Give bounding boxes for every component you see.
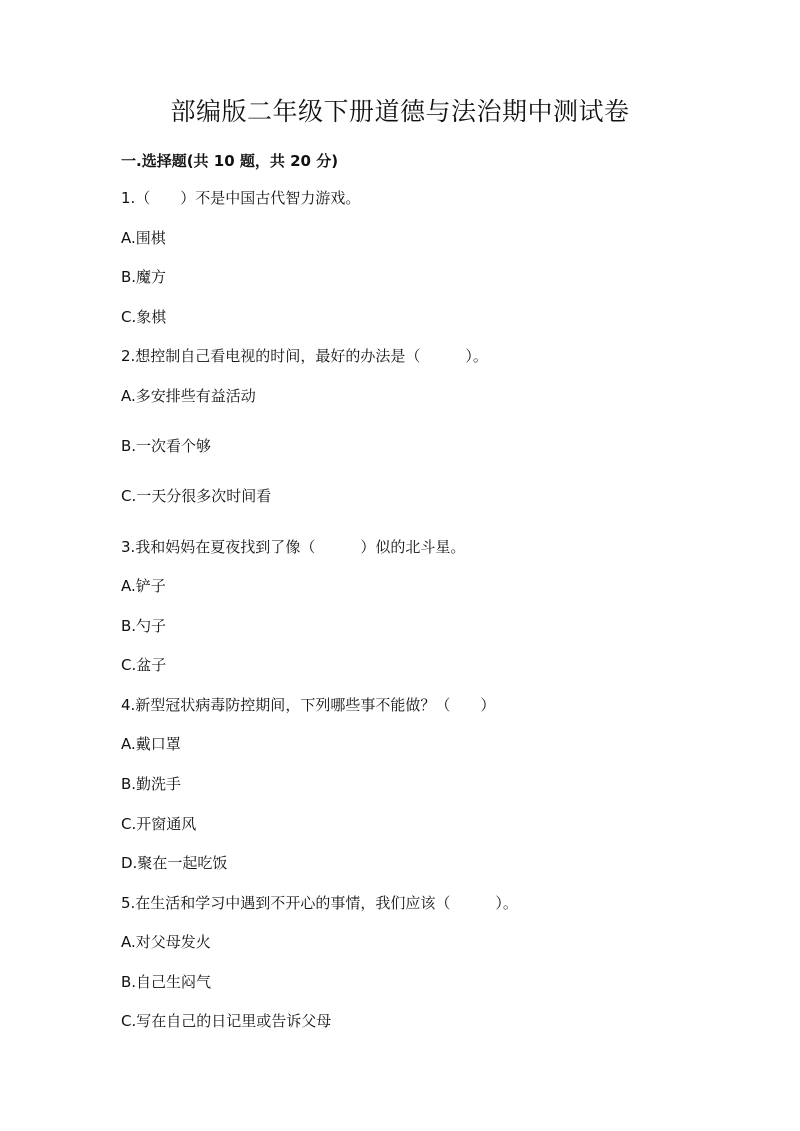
question-4-option-c: C.开窗通风 [121, 815, 197, 833]
question-3-option-c: C.盆子 [121, 656, 167, 674]
question-2-stem: 2.想控制自己看电视的时间，最好的办法是（ ）。 [121, 347, 488, 365]
question-1-stem: 1.（ ）不是中国古代智力游戏。 [121, 189, 361, 207]
question-4-option-d: D.聚在一起吃饭 [121, 854, 228, 872]
question-4-stem: 4.新型冠状病毒防控期间，下列哪些事不能做？（ ） [121, 696, 496, 714]
question-5-option-b: B.自己生闷气 [121, 973, 212, 991]
question-1-option-a: A.围棋 [121, 229, 166, 247]
question-4-option-b: B.勤洗手 [121, 775, 182, 793]
question-5-option-a: A.对父母发火 [121, 933, 211, 951]
question-5-option-c: C.写在自己的日记里或告诉父母 [121, 1012, 332, 1030]
question-5-stem: 5.在生活和学习中遇到不开心的事情，我们应该（ ）。 [121, 894, 518, 912]
question-1-option-b: B.魔方 [121, 268, 167, 286]
question-3-option-b: B.勺子 [121, 617, 167, 635]
question-3-option-a: A.铲子 [121, 577, 166, 595]
question-1-option-c: C.象棋 [121, 308, 167, 326]
page-title: 部编版二年级下册道德与法治期中测试卷 [170, 97, 630, 126]
question-4-option-a: A.戴口罩 [121, 735, 181, 753]
section-heading: 一.选择题(共 10 题，共 20 分) [121, 152, 339, 170]
question-2-option-b: B.一次看个够 [121, 437, 212, 455]
question-3-stem: 3.我和妈妈在夏夜找到了像（ ）似的北斗星。 [121, 538, 466, 556]
question-2-option-a: A.多安排些有益活动 [121, 387, 256, 405]
question-2-option-c: C.一天分很多次时间看 [121, 487, 272, 505]
